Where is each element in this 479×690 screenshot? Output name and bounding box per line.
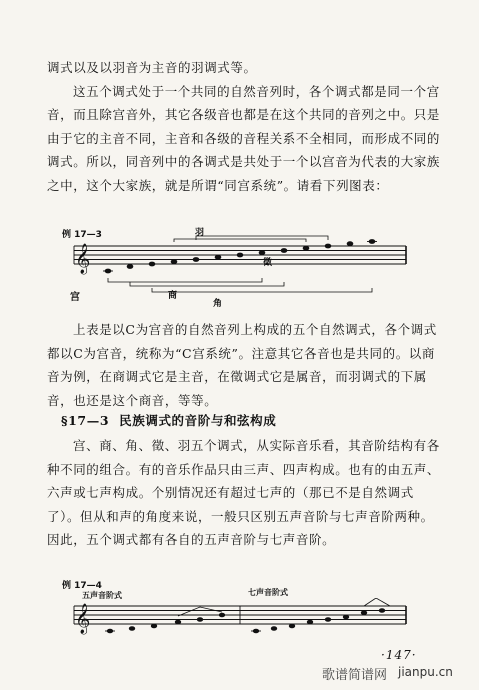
paragraph-body: 这五个调式处于一个共同的自然音列时，各个调式都是同一个宫音，而且除宫音外，其它各级音也都是在这个共同的音列之中。只是由于它的主音不同，主音和各级的音程关系不全相同，而形成不同的调式。所以，同音列中的各调式是共处于一个以宫音为代表的大家族之中，这个大家族，就是所谓“同宫系统”。请看下列图表： <box>47 83 441 193</box>
mode-label-yu: 羽 <box>195 228 205 238</box>
section-number: §17—3 <box>61 413 110 428</box>
paragraph-scales <box>47 434 442 552</box>
paragraph-intro <box>47 56 442 197</box>
section-title: 民族调式的音阶与和弦构成 <box>119 413 277 428</box>
watermark-url: jianpu.cn <box>398 665 453 679</box>
mode-label-zhi: 徵 <box>263 258 273 268</box>
paragraph-explanation <box>47 318 442 412</box>
treble-clef-icon: 𝄞 <box>75 604 91 634</box>
mode-label-jue: 角 <box>213 299 223 309</box>
example-label: 例 17—3 <box>62 230 102 240</box>
watermark-site-name: 歌谱简谱网 <box>322 668 388 683</box>
staff-example-2 <box>60 598 420 640</box>
treble-clef-icon: 𝄞 <box>75 244 91 274</box>
mode-label-shang: 商 <box>168 291 178 301</box>
page-number: ·147· <box>381 648 417 662</box>
paragraph-line: 调式以及以羽音为主音的羽调式等。 <box>47 60 257 75</box>
heptatonic-label: 七声音阶式 <box>248 588 288 597</box>
section-heading <box>61 411 276 429</box>
staff-example-1 <box>60 232 420 304</box>
example-label: 例 17—4 <box>62 581 102 591</box>
pentatonic-label: 五声音阶式 <box>82 591 122 600</box>
mode-label-gong: 宫 <box>70 292 80 303</box>
paragraph-body: 宫、商、角、徵、羽五个调式，从实际音乐看，其音阶结构有各种不同的组合。有的音乐作品只由三声、四声构成。也有的由五声、六声或七声构成。个别情况还有超过七声的（那已不是自然调式了）。但从和声的角度来说，一般只区别五声音阶与七声音阶两种。因此，五个调式都有各自的五声音阶与七声音阶。 <box>47 438 441 547</box>
paragraph-body: 上表是以C为宫音的自然音列上构成的五个自然调式，各个调式都以C为宫音，统称为“C宫系统”。注意其它各音也是共同的。以商音为例，在商调式它是主音，在徵调式它是属音，而羽调式的下属音，也还是这个商音，等等。 <box>47 322 437 408</box>
